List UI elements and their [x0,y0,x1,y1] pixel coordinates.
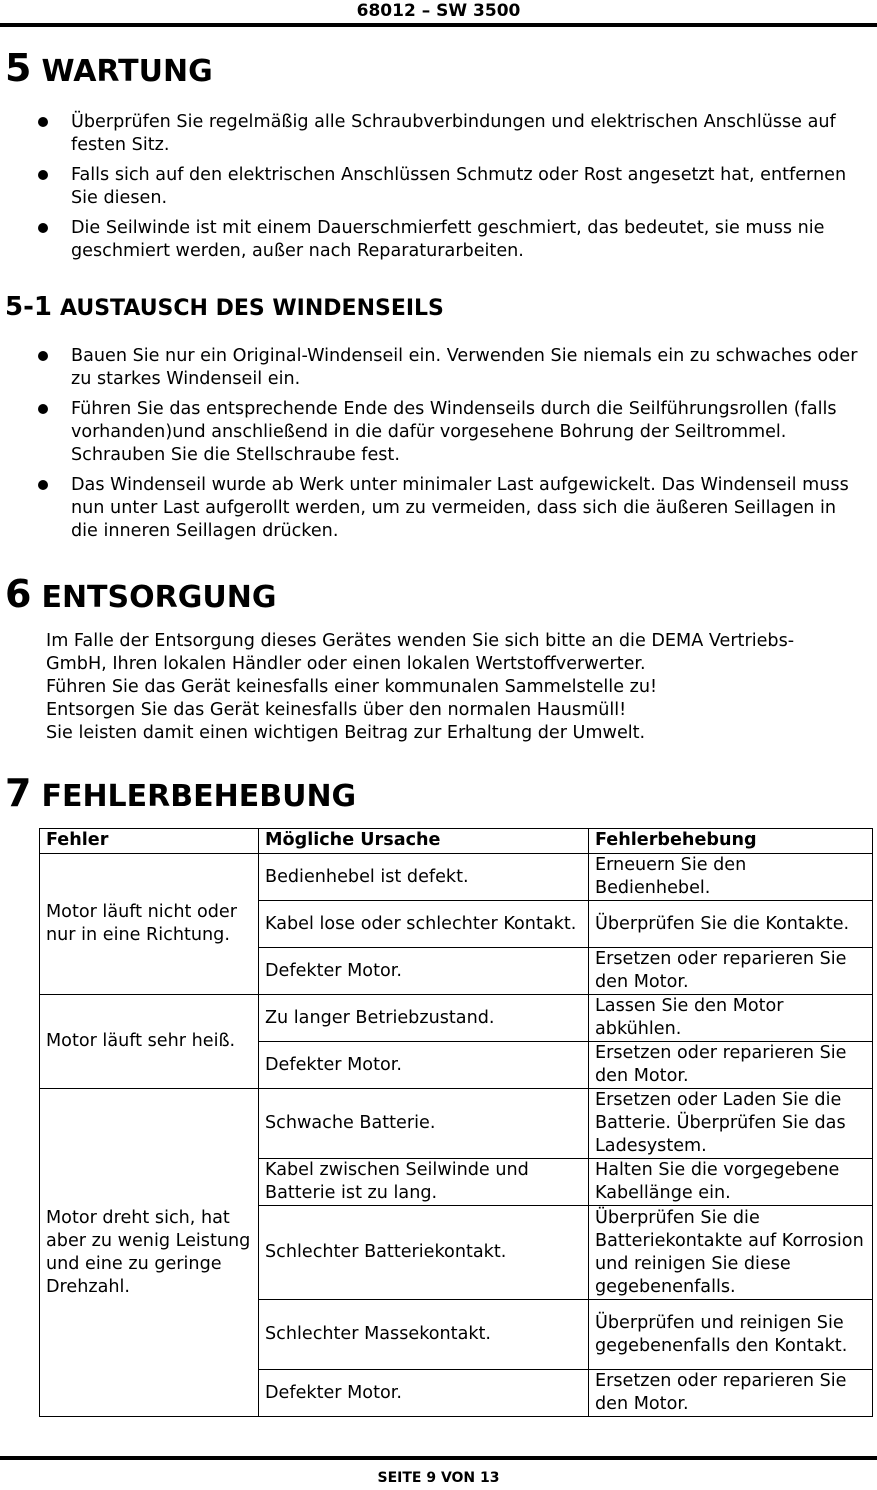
cause-cell: Kabel lose oder schlechter Kontakt. [259,901,589,948]
troubleshooting-table [39,828,873,1417]
table-row [40,854,873,901]
section-7-heading [5,773,356,817]
bullet-icon [38,223,48,233]
cause-cell: Schlechter Batteriekontakt. [259,1206,589,1300]
list-item [0,111,877,157]
table-row [40,995,873,1042]
list-item-text: Die Seilwinde ist mit einem Dauerschmierfett geschmiert, das bedeutet, sie muss nie geschmiert werden, außer nach Reparaturarbeiten. [71,218,825,261]
fix-cell: Ersetzen oder reparieren Sie den Motor. [589,1370,873,1417]
table-header-row [40,829,873,854]
list-item-text: Falls sich auf den elektrischen Anschlüssen Schmutz oder Rost angesetzt hat, entfernen Sie diesen. [71,165,847,208]
rope-replacement-bullet-list [0,345,877,550]
section-5-1-heading [5,292,444,324]
fix-cell: Überprüfen und reinigen Sie gegebenenfalls den Kontakt. [589,1300,873,1370]
cause-cell: Kabel zwischen Seilwinde und Batterie ist zu lang. [259,1159,589,1206]
cause-cell: Zu langer Betriebzustand. [259,995,589,1042]
document-header-title: 68012 – SW 3500 [356,1,521,21]
cause-cell: Schlechter Massekontakt. [259,1300,589,1370]
disposal-paragraph [46,630,794,745]
list-item-text: Bauen Sie nur ein Original-Windenseil ein. Verwenden Sie niemals ein zu schwaches oder zu starkes Windenseil ein. [71,346,858,389]
table-row [40,1089,873,1159]
section-6-heading [5,574,276,618]
bullet-icon [38,117,48,127]
list-item-text: Überprüfen Sie regelmäßig alle Schraubverbindungen und elektrischen Anschlüsse auf festen Sitz. [71,112,836,155]
section-number: 5 [5,46,32,90]
section-number: 7 [5,771,32,815]
fix-cell: Ersetzen oder Laden Sie die Batterie. Überprüfen Sie das Ladesystem. [589,1089,873,1159]
header-rule [0,23,877,27]
column-header: Fehlerbehebung [589,829,873,854]
fix-cell: Lassen Sie den Motor abkühlen. [589,995,873,1042]
bullet-icon [38,404,48,414]
paragraph-line: Im Falle der Entsorgung dieses Gerätes wenden Sie sich bitte an die DEMA Vertriebs- [46,631,795,651]
section-title: AUSTAUSCH DES WINDENSEILS [59,296,444,321]
list-item [0,164,877,210]
paragraph-line: Führen Sie das Gerät keinesfalls einer kommunalen Sammelstelle zu! [46,677,658,697]
section-title: ENTSORGUNG [41,580,277,615]
section-title: WARTUNG [41,54,213,89]
fix-cell: Halten Sie die vorgegebene Kabellänge ein. [589,1159,873,1206]
cause-cell: Defekter Motor. [259,1370,589,1417]
cause-cell: Defekter Motor. [259,1042,589,1089]
paragraph-line: Entsorgen Sie das Gerät keinesfalls über den normalen Hausmüll! [46,700,627,720]
list-item [0,474,877,543]
fix-cell: Erneuern Sie den Bedienhebel. [589,854,873,901]
section-5-heading [5,48,213,92]
list-item [0,345,877,391]
section-number: 5-1 [5,292,52,322]
column-header: Fehler [40,829,259,854]
fault-cell: Motor läuft sehr heiß. [40,995,259,1089]
paragraph-line: Sie leisten damit einen wichtigen Beitrag zur Erhaltung der Umwelt. [46,723,646,743]
paragraph-line: GmbH, Ihren lokalen Händler oder einen lokalen Wertstoffverwerter. [46,654,646,674]
fault-cell: Motor dreht sich, hat aber zu wenig Leistung und eine zu geringe Drehzahl. [40,1089,259,1417]
section-number: 6 [5,572,32,616]
fault-cell: Motor läuft nicht oder nur in eine Richtung. [40,854,259,995]
page-number: SEITE 9 VON 13 [377,1470,500,1486]
fix-cell: Überprüfen Sie die Kontakte. [589,901,873,948]
fix-cell: Ersetzen oder reparieren Sie den Motor. [589,948,873,995]
list-item [0,217,877,263]
cause-cell: Bedienhebel ist defekt. [259,854,589,901]
column-header: Mögliche Ursache [259,829,589,854]
bullet-icon [38,480,48,490]
bullet-icon [38,351,48,361]
bullet-icon [38,170,48,180]
fix-cell: Überprüfen Sie die Batteriekontakte auf Korrosion und reinigen Sie diese gegebenenfalls. [589,1206,873,1300]
maintenance-bullet-list [0,111,877,270]
list-item-text: Führen Sie das entsprechende Ende des Windenseils durch die Seilführungsrollen (falls vorhanden)und anschließend in die dafür vorgesehene Bohrung der Seiltrommel. Schrauben Sie die Stellschraube fest. [71,399,837,465]
list-item-text: Das Windenseil wurde ab Werk unter minimaler Last aufgewickelt. Das Windenseil muss nun unter Last aufgerollt werden, um zu vermeiden, dass sich die äußeren Seillagen in die inneren Seillagen drücken. [71,475,849,541]
cause-cell: Schwache Batterie. [259,1089,589,1159]
footer-rule [0,1456,877,1460]
section-title: FEHLERBEHEBUNG [41,779,357,814]
cause-cell: Defekter Motor. [259,948,589,995]
fix-cell: Ersetzen oder reparieren Sie den Motor. [589,1042,873,1089]
list-item [0,398,877,467]
